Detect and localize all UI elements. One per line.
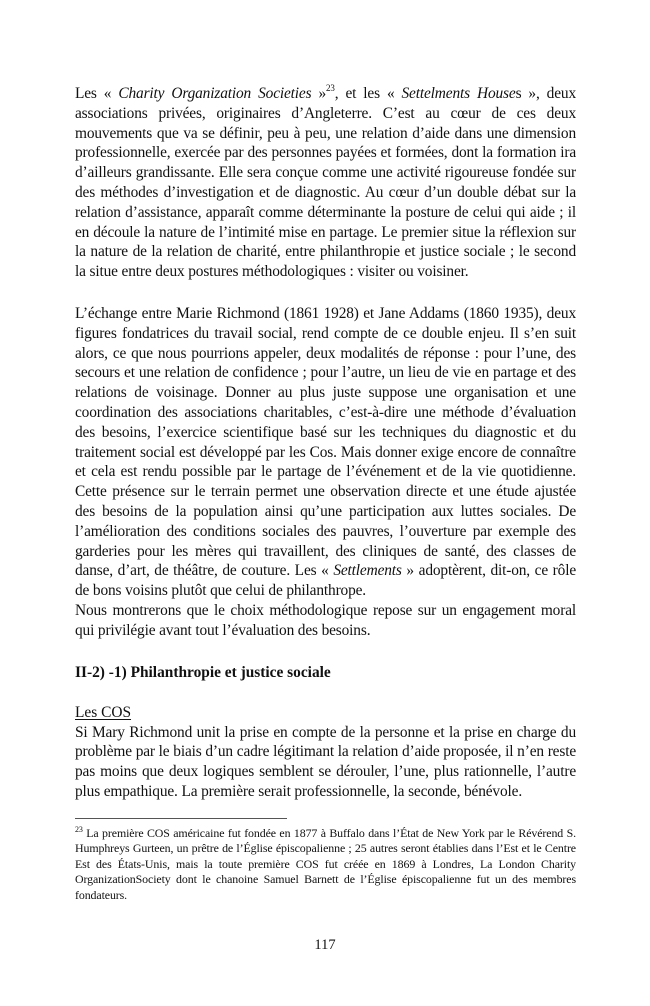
paragraph-3: Nous montrerons que le choix méthodologique repose sur un engagement moral qui privilégie avant tout l’évaluation des besoins. — [75, 601, 576, 639]
paragraph-4: Si Mary Richmond unit la prise en compte de la personne et la prise en charge du problème par le biais d’un cadre légitimant la relation d’aide proposée, il n’en reste pas moins que deux logiques semblent se dérouler, l’une, plus rationnelle, l’autre plus empathique. La première serait professionnelle, la seconde, bénévole. — [75, 723, 576, 800]
footnote-23 — [75, 826, 576, 903]
paragraph-2-text-a: L’échange entre Marie Richmond (1861 1928) et Jane Addams (1860 1935), deux figures fondatrices du travail social, rend compte de ce double enjeu. Il s’en suit alors, ce que nous pourrions appeler, deux modalités de réponse : pour l’une, des secours et une relation de confidence ; pour l’autre, un lieu de vie en partage et des relations de voisinage. Donner au plus juste suppose une organisation et une coordination des associations charitables, c’est-à-dire une méthode d’évaluation des besoins, l’exercice scientifique basé sur les techniques du diagnostic et du traitement social est développé par les Cos. Mais donner exige encore de connaître et cela est rendu possible par le partage de l’événement et de la vie quotidienne. Cette présence sur le terrain permet une observation directe et une étude ajustée des besoins de la population ainsi qu’une participation aux luttes sociales. De l’amélioration des conditions sociales des pauvres, l’ouverture par exemple des garderies pour les mères qui travaillent, des cliniques de santé, des classes de danse, d’art, de théâtre, de couture. Les « — [75, 304, 576, 580]
paragraph-1-text-d: s », deux associations privées, originaires d’Angleterre. C’est au cœur de ces deux mouvements que va se définir, peu à peu, une relation d’aide dans une dimension professionnelle, exercée par des personnes payées et formées, dont la formation ira d’ailleurs grandissante. Elle sera conçue comme une activité rigoureuse fondée sur des méthodes d’investigation et de diagnostic. Au cœur d’un double débat sur la relation d’assistance, apparaît comme déterminante la posture de celui qui aide ; il en découle la nature de l’intimité mise en partage. Le premier situe la réflexion sur la nature de la relation de charité, entre philanthropie et justice sociale ; le second la situe entre deux postures méthodologiques : visiter ou voisiner. — [75, 85, 577, 281]
page-body — [75, 84, 576, 802]
paragraph-2-text-b: » adoptèrent, dit-on, ce rôle de bons voisins plutôt que celui de philanthrope. — [75, 562, 577, 600]
paragraph-1-text-c: , et les « — [334, 85, 402, 102]
spacer — [75, 641, 576, 663]
footnote-text: La première COS américaine fut fondée en 1877 à Buffalo dans l’État de New York par le Révérend S. Humphreys Gurteen, un prêtre de l’Église épiscopalienne ; 25 autres seront établies dans l’Est et le Centre Est des États-Unis, mais la toute première COS fut créée en 1869 à Londres, La London Charity OrganizationSociety dont le chanoine Samuel Barnett de l’Église épiscopalienne fut un des membres fondateurs. — [75, 826, 576, 902]
footnote-ref-23[interactable]: 23 — [326, 82, 335, 93]
page-number: 117 — [314, 937, 336, 953]
footnote-divider — [75, 818, 287, 819]
italic-settlements: Settlements — [333, 562, 402, 580]
spacer — [75, 282, 576, 304]
section-heading: II-2) -1) Philanthropie et justice sociale — [75, 663, 331, 681]
italic-charity-organization-societies: Charity Organization Societies — [118, 85, 312, 102]
footnote-marker: 23 — [75, 825, 83, 835]
spacer — [75, 683, 576, 703]
paragraph-1 — [75, 84, 576, 282]
subheading-les-cos: Les COS — [75, 703, 132, 721]
paragraph-2 — [75, 304, 576, 601]
paragraph-1-text-b: » — [311, 85, 327, 102]
paragraph-1-text-a: Les « — [75, 85, 119, 102]
italic-settelments-house: Settelments House — [401, 85, 516, 102]
